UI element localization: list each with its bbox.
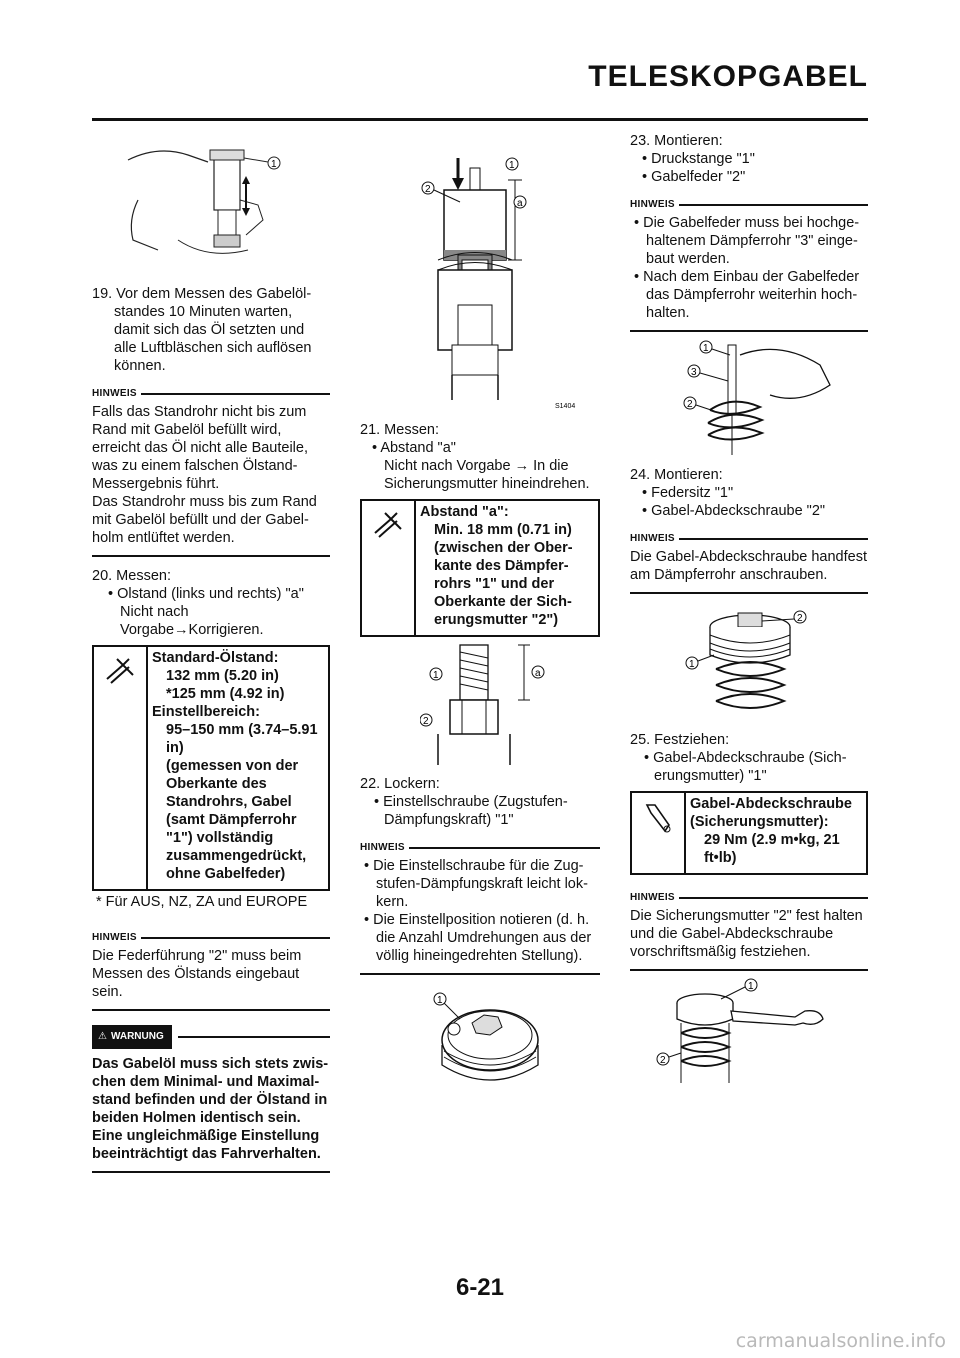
hinweis-6-rule [630,969,868,971]
hinweis-6-text: Die Sicherungsmutter "2" fest halten und die Gabel-Abdeckschraube vorschriftsmäßig festziehen. [630,908,863,960]
hinweis-1-rule [92,555,330,557]
step-21-bullet: • Abstand "a" [372,440,456,456]
hinweis-4-b1: • Die Gabelfeder muss bei hochgehaltenem Dämpferrohr "3" eingebaut werden. [634,215,860,267]
step-24-b2: • Gabel-Abdeckschraube "2" [642,503,826,519]
svg-text:3: 3 [691,367,697,378]
hinweis-1-text: Falls das Standrohr nicht bis zum Rand mit Gabelöl befüllt wird, erreicht das Öl nicht alle Bauteile, was zu einem falschen Ölstand-Messergebnis führt. [92,404,308,492]
wrench-figure [655,975,835,1085]
spec-box-oil-level: Standard-Ölstand: 132 mm (5.20 in) *125 mm (4.92 in) Einstellbereich: 95–150 mm (3.74–5.91 in) (gemessen von der Oberkante des Standrohrs, Gabel (samt Dämpferrohr "1") vollständig zusammengedrückt, ohne Gabelfeder) [92,645,330,891]
step-25: 25. Festziehen: [630,732,730,748]
column-2-lower [360,775,600,975]
spec-box-distance: Abstand "a": Min. 18 mm (0.71 in) (zwischen der Oberkante des Dämpferrohrs "1" und der Oberkante der Sicherungsmutter "2") [360,499,600,637]
page-title: TELESKOPGABEL [588,60,868,93]
svg-text:1: 1 [437,995,443,1006]
hinweis-3-b2: • Die Einstellposition notieren (d. h. die Anzahl Umdrehungen aus der völlig hineingedrehten Stellung). [364,912,592,964]
hinweis-2: HINWEIS [92,929,330,947]
hinweis-2-text: Die Federführung "2" muss beim Messen des Ölstands eingebaut sein. [92,948,302,1000]
column-2 [360,421,600,637]
hinweis-1-text-2: Das Standrohr muss bis zum Rand mit Gabelöl befüllt und der Gabelholm entlüftet werden. [92,494,317,546]
svg-text:2: 2 [425,184,431,195]
hinweis-5: HINWEIS [630,530,868,548]
warning-text: Das Gabelöl muss sich stets zwischen dem Minimal- und Maximalstand befinden und der Ölstand in beiden Holmen identisch sein. Eine ungleichmäßige Einstellung beeinträchtigt das Fahrverhalten. [92,1056,329,1162]
figure-code: S1404 [555,403,576,410]
column-3 [630,132,868,332]
step-20: 20. Messen: [92,568,171,584]
column-1 [92,285,330,1173]
footnote: * Für AUS, NZ, ZA und EUROPE [96,894,308,910]
hinweis-2-rule [92,1009,330,1011]
hinweis-6: HINWEIS [630,889,868,907]
step-22: 22. Lockern: [360,776,440,792]
page-number: 6-21 [455,1274,505,1301]
cap-bolt-figure [680,605,820,725]
tool-spec-icon-2 [362,501,416,635]
step-20-next: Nicht nach Vorgabe→Korrigieren. [120,604,264,638]
hinweis-4-b2: • Nach dem Einbau der Gabelfeder das Dämpferrohr weiterhin hochhalten. [634,269,860,321]
hinweis-5-text: Die Gabel-Abdeckschraube handfest am Dämpferrohr anschrauben. [630,549,867,583]
hinweis-1: HINWEIS [92,385,330,403]
svg-text:1: 1 [748,981,754,992]
step-23: 23. Montieren: [630,133,723,149]
step-20-bullet: • Olstand (links und rechts) "a" [108,586,304,602]
step-22-bullet: • Einstellschraube (Zugstufen-Dämpfungskraft) "1" [374,794,568,828]
step-19: 19. Vor dem Messen des Gabelölstandes 10 Minuten warten, damit sich das Öl setzten und alle Luftbläschen sich auflösen können. [92,286,312,374]
step-24: 24. Montieren: [630,467,723,483]
svg-text:2: 2 [660,1055,666,1066]
step-21-next: Nicht nach Vorgabe → In die Sicherungsmutter hineindrehen. [384,458,590,492]
svg-text:1: 1 [433,670,439,681]
svg-text:a: a [517,198,523,209]
svg-text:2: 2 [797,613,803,624]
callout-1: 1 [271,159,277,170]
step-21: 21. Messen: [360,422,439,438]
svg-text:a: a [535,668,541,679]
tool-spec-icon [94,647,148,889]
torque-wrench-icon [632,793,686,873]
svg-text:1: 1 [689,659,695,670]
warning-rule [92,1171,330,1173]
step-23-b1: • Druckstange "1" [642,151,755,167]
step-23-b2: • Gabelfeder "2" [642,169,746,185]
hinweis-4-rule [630,330,868,332]
adjuster-figure [430,985,550,1085]
svg-text:2: 2 [423,716,429,727]
hinweis-3: HINWEIS [360,839,600,857]
hinweis-4: HINWEIS [630,196,868,214]
step-25-b1: • Gabel-Abdeckschraube (Sicherungsmutter) "1" [644,750,847,784]
fork-compress-figure [118,140,298,270]
step-24-b1: • Federsitz "1" [642,485,734,501]
hinweis-5-rule [630,592,868,594]
spec-box-torque: Gabel-Abdeckschraube (Sicherungsmutter): 29 Nm (2.9 m•kg, 21 ft•lb) [630,791,868,875]
column-3-lower [630,731,868,971]
watermark[interactable]: carmanualsonline.info [735,1330,946,1352]
warning-header: ⚠ WARNUNG [92,1025,330,1049]
hinweis-3-b1: • Die Einstellschraube für die Zugstufen-Dämpfungskraft leicht lokkern. [364,858,588,910]
spring-install-figure [680,335,840,460]
svg-text:1: 1 [509,160,515,171]
warning-icon: ⚠ [98,1031,107,1042]
column-3-mid [630,466,868,594]
svg-text:2: 2 [687,399,693,410]
title-rule [92,118,868,121]
fork-section-figure [400,150,590,415]
damper-rod-figure [420,640,550,770]
svg-text:1: 1 [703,343,709,354]
hinweis-3-rule [360,973,600,975]
